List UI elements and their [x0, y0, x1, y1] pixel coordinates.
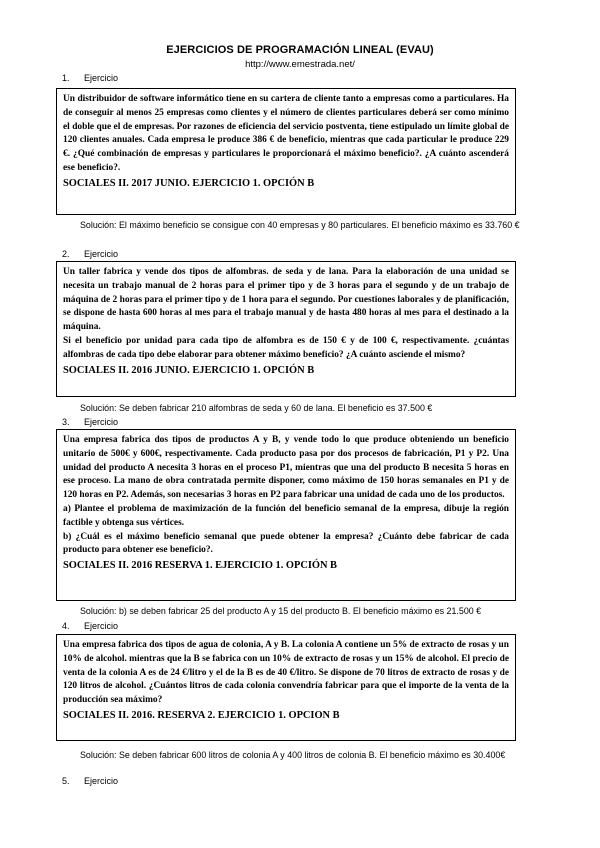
exercise-2-solution: Solución: Se deben fabricar 210 alfombras de seda y 60 de lana. El beneficio es 37.500 €: [80, 403, 433, 413]
exercise-5-label: Ejercicio: [84, 776, 119, 786]
exercise-3-heading: [62, 417, 118, 427]
exercise-1-label: Ejercicio: [84, 73, 119, 83]
exercise-1-source: SOCIALES II. 2017 JUNIO. EJERCICIO 1. OPCIÓN B: [63, 177, 315, 189]
exercise-1-statement: [56, 88, 516, 215]
exercise-4-paragraph: Una empresa fabrica dos tipos de agua de colonia, A y B. La colonia A contiene un 5% de extracto de rosas y un 10% de alcohol. mientras que la B se fabrica con un 10% de extracto de rosas y un 15% de alcohol. El precio de venta de la colonia A es de 24 €/litro y el de la B es de 40 €/litro. Se dispone de 70 litros de extracto de rosas y de 120 litros de alcohol. ¿Cuántos litros de cada colonia convendría fabricar para que el importe de la venta de la producción sea máximo?: [63, 640, 509, 706]
exercise-1-number: 1.: [62, 73, 70, 83]
exercise-1-paragraph: Un distribuidor de software informático tiene en su cartera de cliente tanto a empresas como a particulares. Ha de conseguir al menos 25 empresas como clientes y el número de clientes particulares deberá ser como mínimo el doble que el de empresas. Por razones de eficiencia del servicio postventa, tiene estipulado un límite global de 120 clientes anuales. Cada empresa le produce 386 € de beneficio, mientras que cada particular le produce 229 €. ¿Qué combinación de empresas y particulares le proporcionará el máximo beneficio?. ¿A cuánto ascenderá ese beneficio?.: [63, 94, 509, 173]
exercise-2-label: Ejercicio: [84, 249, 119, 259]
exercise-3-paragraph-1: Una empresa fabrica dos tipos de productos A y B, y vende todo lo que produce obteniendo un beneficio unitario de 500€ y 600€, respectivamente. Cada producto pasa por dos procesos de fabricación, P1 y P2. Una unidad del producto A necesita 3 horas en el proceso P1, mientras que una del producto B necesita 5 horas en ese proceso. La mano de obra contratada permite disponer, como máximo de 150 horas semanales en P1 y de 120 horas en P2. Además, son necesarias 3 horas en P2 para fabricar una unidad de cada uno de los productos.: [63, 435, 509, 501]
exercise-2-paragraph-2: Si el beneficio por unidad para cada tipo de alfombra es de 150 € y de 100 €, respectivamente. ¿cuántas alfombras de cada tipo debe elaborar para obtener máximo beneficio? ¿A cuánto asciende el mismo?: [63, 335, 509, 360]
exercise-1-heading: [62, 73, 118, 83]
exercise-3-solution: Solución: b) se deben fabricar 25 del producto A y 15 del producto B. El beneficio máximo es 21.500 €: [80, 606, 482, 616]
exercise-2-statement: [56, 261, 516, 397]
exercise-4-heading: [62, 621, 118, 631]
exercise-2-number: 2.: [62, 249, 70, 259]
exercise-2-heading: [62, 249, 118, 259]
exercise-3-paragraph-2: a) Plantee el problema de maximización de la función del beneficio semanal de la empresa, dibuje la región factible y obtenga sus vértices.: [63, 503, 509, 528]
exercise-4-label: Ejercicio: [84, 621, 119, 631]
exercise-3-label: Ejercicio: [84, 417, 119, 427]
document-url: http://www.emestrada.net/: [245, 59, 355, 70]
exercise-4-solution: Solución: Se deben fabricar 600 litros de colonia A y 400 litros de colonia B. El beneficio máximo es 30.400€: [80, 750, 506, 760]
exercise-2-source: SOCIALES II. 2016 JUNIO. EJERCICIO 1. OPCIÓN B: [63, 364, 315, 376]
exercise-1-solution: Solución: El máximo beneficio se consigue con 40 empresas y 80 particulares. El beneficio máximo es 33.760 €: [80, 220, 520, 230]
exercise-3-paragraph-3: b) ¿Cuál es el máximo beneficio semanal que puede obtener la empresa? ¿Cuánto debe fabricar de cada producto para obtener ese beneficio?.: [63, 531, 509, 556]
exercise-2-paragraph-1: Un taller fabrica y vende dos tipos de alfombras. de seda y de lana. Para la elaboración de una unidad se necesita un trabajo manual de 2 horas para el primer tipo y de 3 horas para el segundo y de un trabajo de máquina de 2 horas para el primer tipo y de 1 hora para el segundo. Por cuestiones laborales y de planificación, se dispone de hasta 600 horas al mes para el trabajo manual y de hasta 480 horas al mes para el destinado a la máquina.: [63, 267, 509, 333]
exercise-3-statement: [56, 429, 516, 601]
exercise-4-source: SOCIALES II. 2016. RESERVA 2. EJERCICIO 1. OPCION B: [63, 709, 340, 721]
exercise-4-statement: [56, 634, 516, 741]
exercise-4-number: 4.: [62, 621, 70, 631]
exercise-3-source: SOCIALES II. 2016 RESERVA 1. EJERCICIO 1. OPCIÓN B: [63, 560, 337, 572]
document-title: EJERCICIOS DE PROGRAMACIÓN LINEAL (EVAU): [166, 44, 434, 56]
exercise-3-number: 3.: [62, 417, 70, 427]
exercise-5-number: 5.: [62, 776, 70, 786]
exercise-5-heading: [62, 776, 118, 786]
